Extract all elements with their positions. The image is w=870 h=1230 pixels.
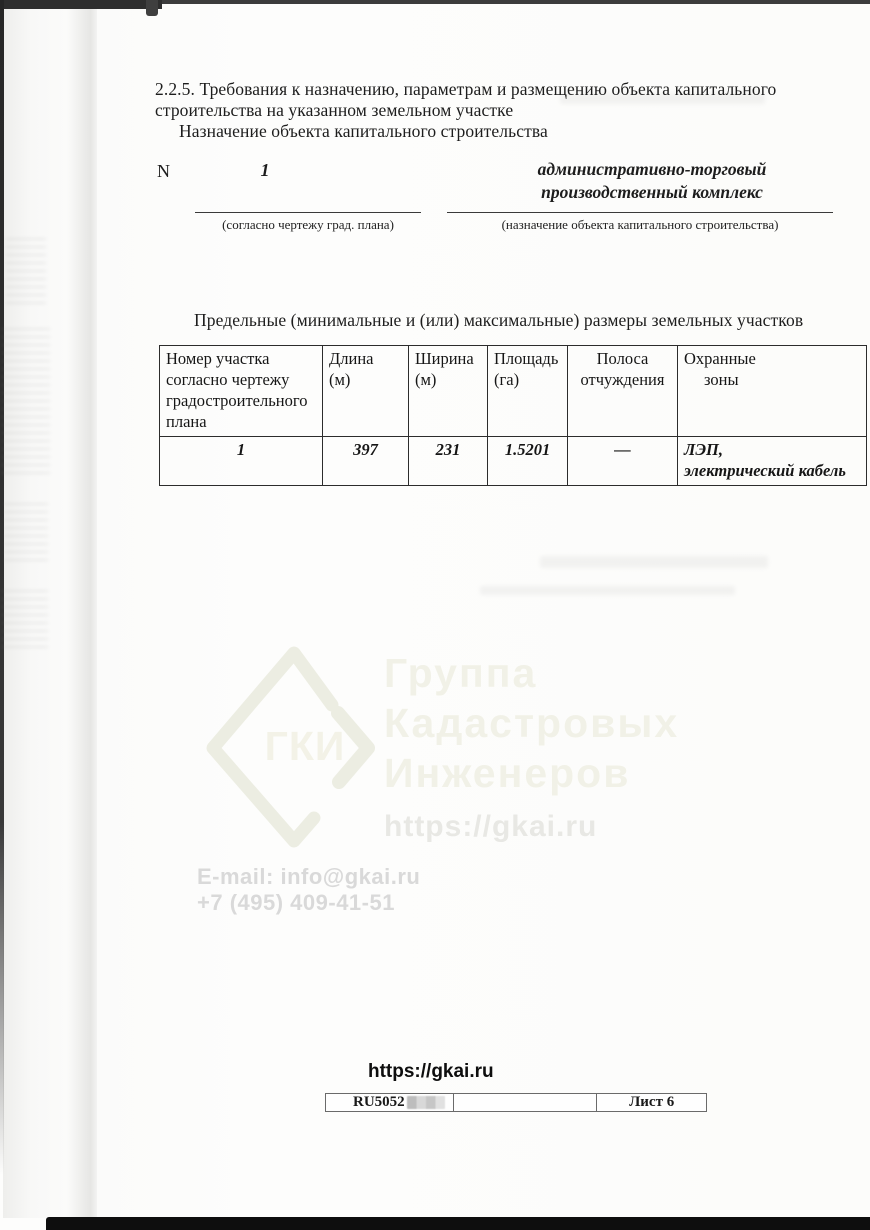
cell-plot-number: 1 [160,436,323,485]
header-length-unit: (м) [329,369,351,389]
plot-number-value: 1 [260,160,270,180]
cell-area: 1.5201 [488,436,568,485]
header-area-unit: (га) [494,369,520,389]
header-plot-number: Номер участка согласно чертежу градостроительного плана [160,346,323,437]
cell-zones [678,436,867,485]
header-width-title: Ширина [415,349,474,368]
object-purpose-line1: административно-торговый [537,159,767,179]
header-length [323,346,409,437]
subheading-purpose: Назначение объекта капитального строительства [179,121,548,141]
bleed-through-smudge [2,590,48,650]
caption-left: (согласно чертежу град. плана) [222,217,394,232]
header-area-title: Площадь [494,349,559,368]
bleed-through-smudge [4,503,48,565]
header-zones-line2: зоны [704,369,739,389]
bleed-through-smudge [480,586,735,595]
caption-right: (назначение объекта капитального строительства) [501,217,779,232]
cell-zones-line1: ЛЭП, [684,439,724,459]
footer-site-url: https://gkai.ru [368,1061,494,1082]
stamp-doc-code: RU5052 [353,1094,405,1110]
footer-stamp-bar [325,1093,707,1112]
header-area [488,346,568,437]
cell-width: 231 [409,436,488,485]
scan-edge-notch [146,0,158,16]
header-length-title: Длина [329,349,374,368]
header-zones [678,346,867,437]
scan-edge-top-left [0,0,162,9]
header-strip: Полоса отчуждения [568,346,678,437]
table-title: Предельные (минимальные и (или) максимальные) размеры земельных участков [194,310,804,330]
number-label: N [157,161,170,181]
land-parameters-table [159,345,867,486]
cell-zones-line2: электрический кабель [684,460,846,480]
section-heading-line2: строительства на указанном земельном участке [155,100,514,120]
stamp-empty-cell [454,1094,598,1111]
scan-edge-left [0,0,4,1175]
table-header-row [160,346,867,437]
underline-left [195,212,421,213]
header-zones-line1: Охранные [684,349,756,368]
bleed-through-smudge [6,238,46,304]
underline-right [447,212,833,213]
header-width-unit: (м) [415,369,437,389]
redacted-code-patch [407,1096,445,1109]
watermark-company-line2: Кадастровых [384,700,680,746]
scan-edge-bottom [46,1217,870,1230]
stamp-doc-code-cell [326,1094,454,1111]
section-heading-line1: 2.2.5. Требования к назначению, параметрам и размещению объекта капитального [155,79,777,99]
header-width [409,346,488,437]
stamp-sheet-number: Лист 6 [629,1094,675,1110]
watermark-url: https://gkai.ru [384,810,598,843]
bleed-through-smudge [540,556,768,568]
watermark-phone: +7 (495) 409-41-51 [197,890,395,915]
watermark-company-line3: Инженеров [384,750,631,796]
watermark-email: E-mail: info@gkai.ru [197,864,421,889]
bleed-through-smudge [2,328,50,478]
watermark-company-line1: Группа [384,650,538,696]
cell-strip: — [568,436,678,485]
cell-length: 397 [323,436,409,485]
object-purpose-line2: производственный комплекс [541,182,763,202]
table-data-row [160,436,867,485]
gki-logo-text: ГКИ [264,723,346,769]
object-purpose-value [447,158,857,204]
